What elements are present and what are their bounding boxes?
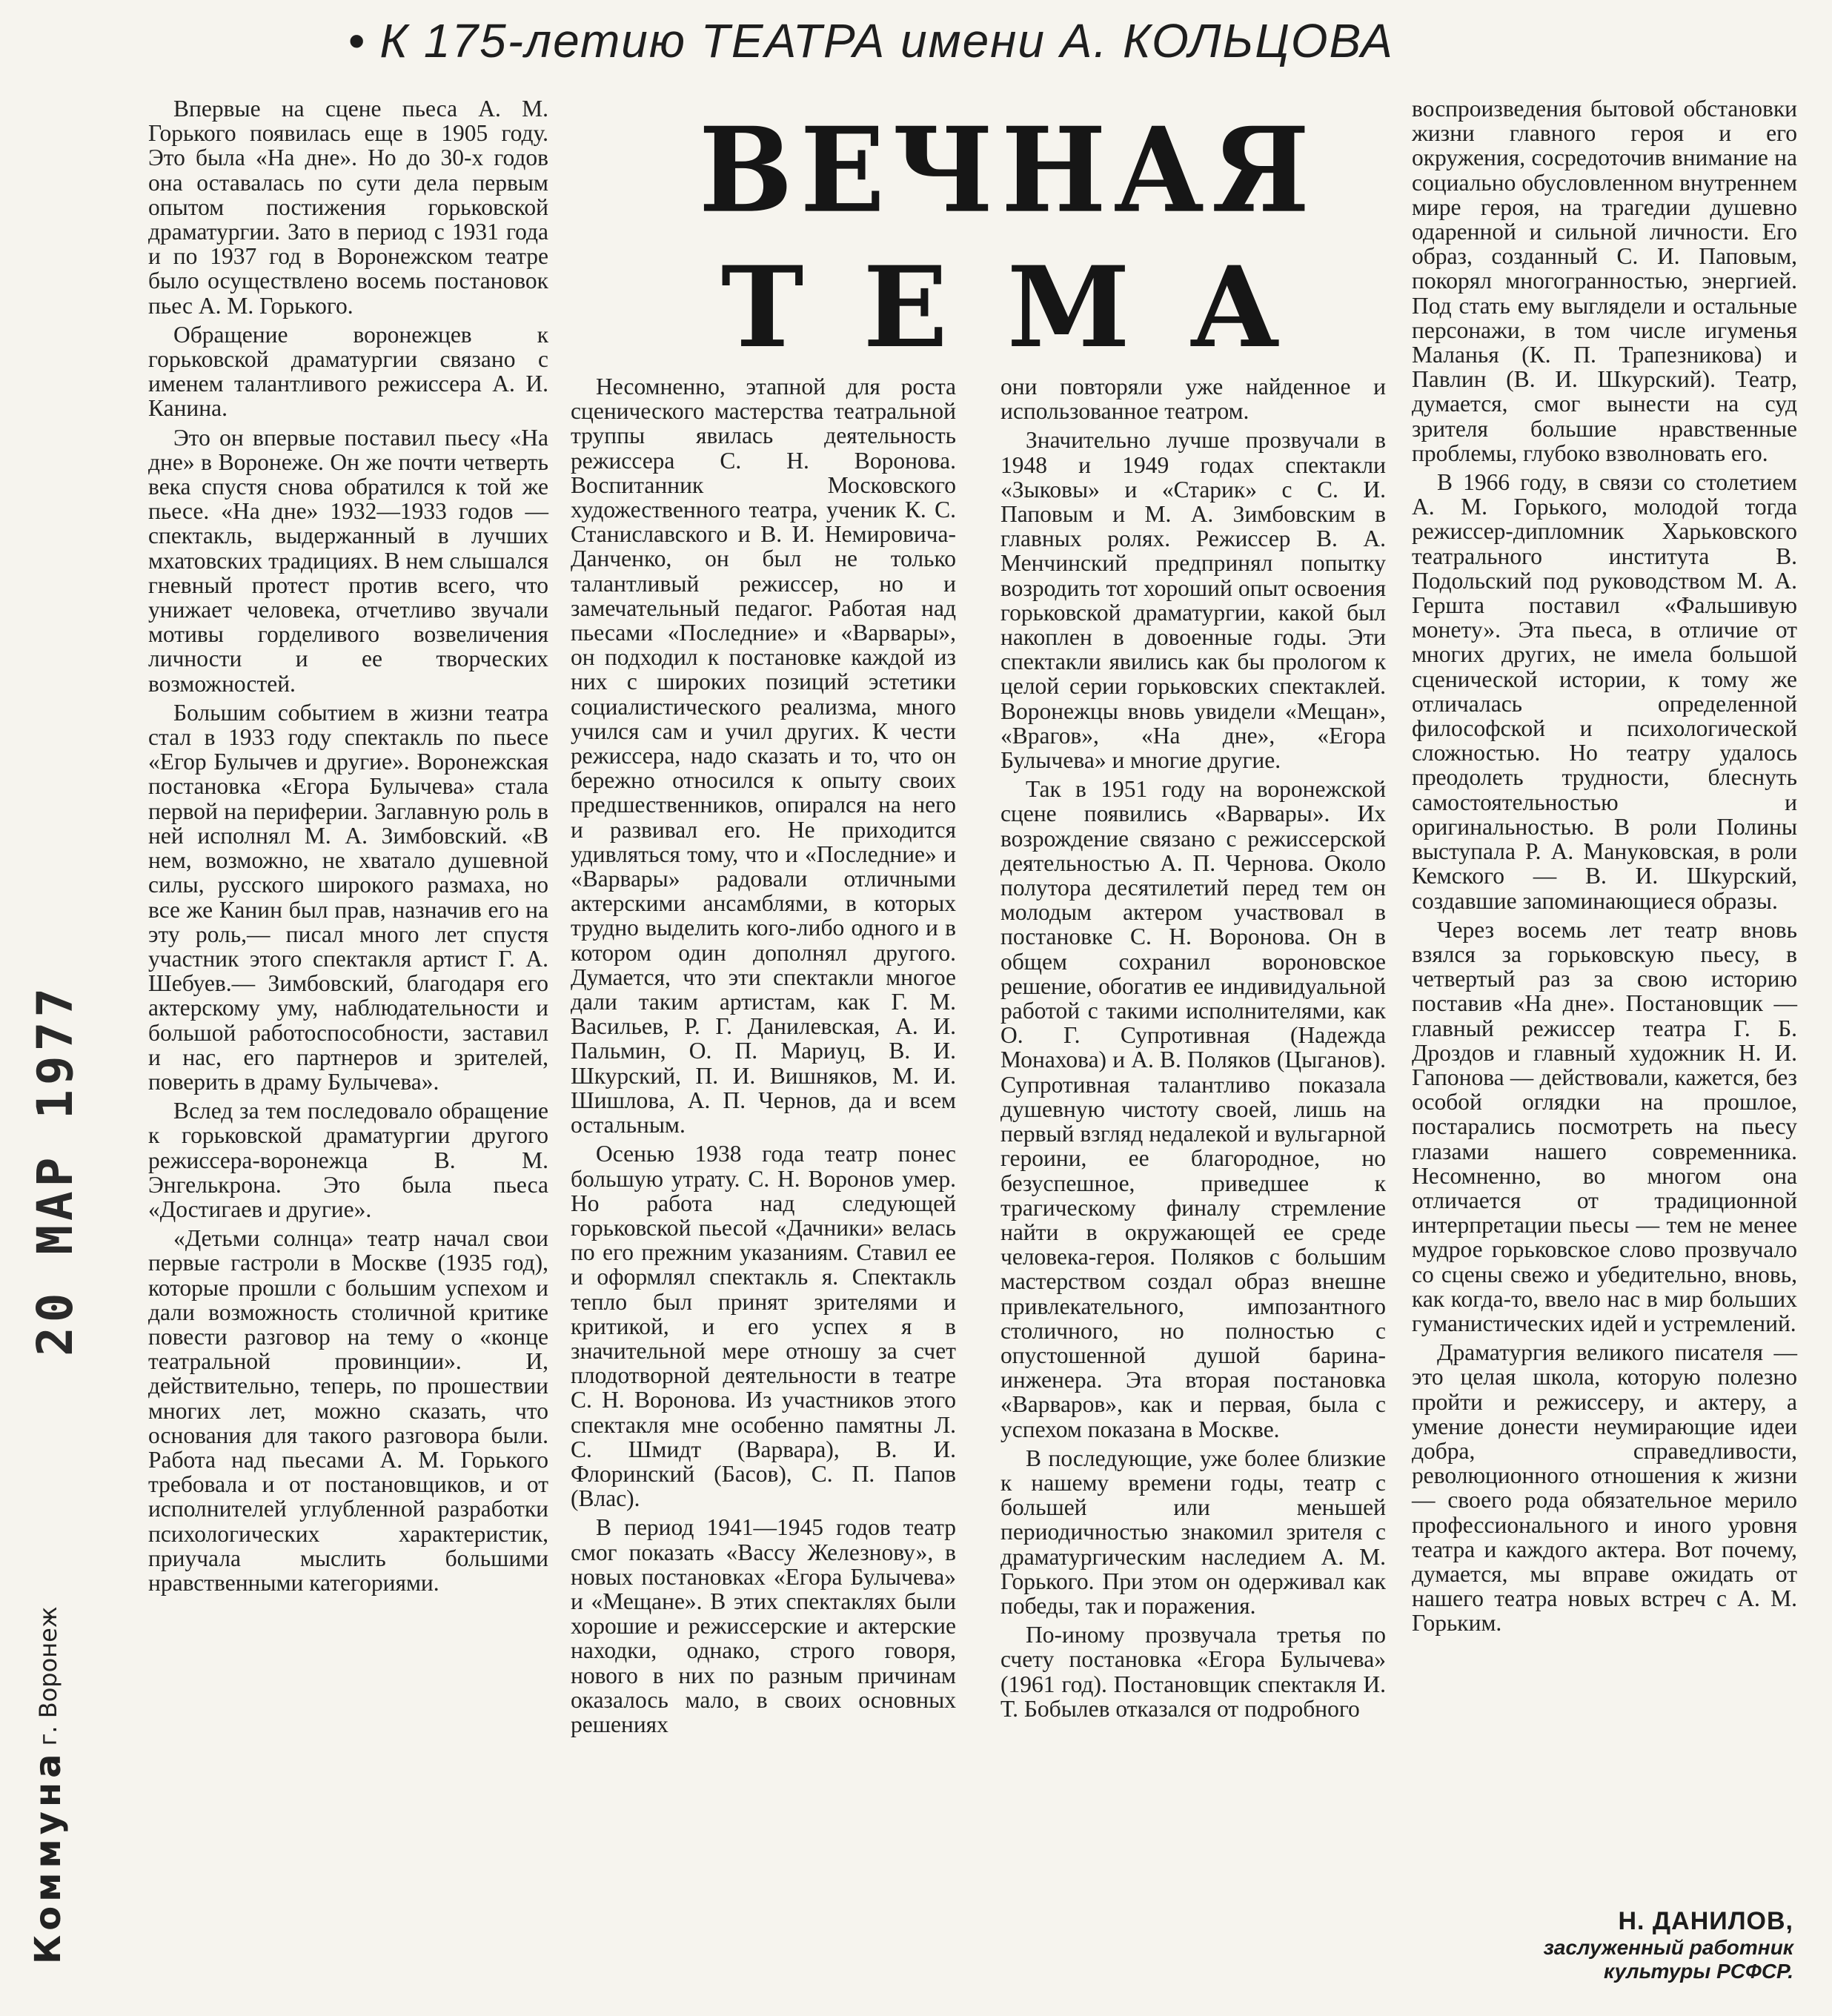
newspaper-name: Коммуна [27,1749,69,1964]
paragraph: В период 1941—1945 годов театр смог показать «Вассу Железнову», в новых постановках «Егора Булычева» и «Мещане». В этих спектаклях были хорошие и режиссерские и актерские находки, однако, строго говоря, нового в них по разным причинам оказалось мало, в своих основных решениях [571,1514,956,1737]
paragraph: Драматургия великого писателя — это целая школа, которую полезно пройти и режиссеру, и актеру, а умение донести неумирающие идеи добра, справедливости, революционного отношения к жизни — своего рода обязательное мерило профессионального и иного уровня театра и каждого актера. Вот почему, думается, мы вправе ожидать от нашего театра новых встреч с А. М. Горьким. [1412,1339,1797,1637]
article-column-4 [1412,96,1797,1640]
headline-line-2: ТЕМА [720,242,1340,373]
paragraph: Осенью 1938 года театр понес большую утрату. С. Н. Воронов умер. Но работа над следующей горьковской пьесой «Дачники» велась по его прежним указаниям. Ставил ее и оформлял спектакль я. Спектакль тепло был принят зрителями и критикой, и его успех я в значительной мере отношу за счет плодотворной деятельности в театре С. Н. Воронова. Из участников этого спектакля мне особенно памятны Л. С. Шмидт (Варвара), В. И. Флоринский (Басов), С. П. Папов (Влас). [571,1141,956,1512]
author-name: Н. ДАНИЛОВ, [1618,1907,1793,1935]
paragraph: «Детьми солнца» театр начал свои первые гастроли в Москве (1935 год), которые прошли с большим успехом и дали возможность столичной критике повести разговор на тему о «конце театральной провинции». И, действительно, теперь, по прошествии многих лет, можно сказать, что основания для такого разговора были. Работа над пьесами А. М. Горького требовала и от постановщиков, и от исполнителей углубленной разработки психологических характеристик, приучала мыслить большими нравственными категориями. [148,1225,548,1596]
paragraph: Так в 1951 году на воронежской сцене появились «Варвары». Их возрождение связано с режиссерской деятельностью А. П. Чернова. Около полутора десятилетий перед тем он молодым актером участвовал в постановке С. Н. Воронова. Он в общем сохранил вороновское решение, обогатив ее индивидуальной работой с такими исполнителями, как О. Г. Супротивная (Надежда Монахова) и А. В. Поляков (Цыганов). Супротивная талантливо показала душевную чистоту своей, лишь на первый взгляд недалекой и вульгарной героини, ее благородное, но безуспешное, приведшее к трагическому финалу стремление найти в окружающей ее среде человека-героя. Поляков с большим мастерством создал образ внешне привлекательного, импозантного столичного, но полностью с опустошенной душой барина-инженера. Эта вторая постановка «Варваров», как и первая, была с успехом показана в Москве. [1000,776,1386,1442]
paragraph: По-иному прозвучала третья по счету постановка «Егора Булычева» (1961 год). Постановщик спектакля И. Т. Бобылев отказался от подробного [1000,1622,1386,1722]
paragraph: Несомненно, этапной для роста сценического мастерства театральной труппы явилась деятельность режиссера С. Н. Воронова. Воспитанник Московского художественного театра, ученик К. С. Станиславского и В. И. Немировича-Данченко, он был не только талантливый режиссер, но и замечательный педагог. Работая над пьесами «Последние» и «Варвары», он подходил к постановке каждой из них с широких позиций эстетики социалистического реализма, много учился сам и учил других. К чести режиссера, надо сказать и то, что он бережно относился к опыту своих предшественников, опирался на него и развивал его. Не приходится удивляться тому, что и «Последние» и «Варвары» радовали отличными актерскими ансамблями, в которых трудно выделить кого-либо одного и в котором один дополнял другого. Думается, что эти спектакли многое дали таким артистам, как Г. М. Васильев, Р. Г. Данилевская, А. И. Пальмин, О. П. Мариуц, В. И. Шкурский, П. И. Вишняков, М. И. Шишлова, А. П. Чернов, да и всем остальным. [571,374,956,1138]
paragraph: Обращение воронежцев к горьковской драматургии связано с именем талантливого режиссера А. И. Канина. [148,321,548,422]
paragraph: Большим событием в жизни театра стал в 1933 году спектакль по пьесе «Егор Булычев и другие». Воронежская постановка «Егора Булычева» стала первой на периферии. Заглавную роль в ней исполнял М. А. Зимбовский. «В нем, возможно, не хватало душевной силы, русского широкого размаха, но все же Канин был прав, назначив его на эту роль,— писал много лет спустя участник этого спектакля артист Г. А. Шебуев.— Зимбовский, благодаря его актерскому уму, наблюдательности и большой работоспособности, заставил и нас, его партнеров и зрителей, поверить в драму Булычева». [148,699,548,1095]
paragraph: Впервые на сцене пьеса А. М. Горького появилась еще в 1905 году. Это была «На дне». Но до 30-х годов она оставалась по сути дела первым опытом постижения горьковской драматургии. Зато в период с 1931 года и по 1937 год в Воронежском театре было осуществлено восемь постановок пьес А. М. Горького. [148,96,548,319]
paragraph: они повторяли уже найденное и использованное театром. [1000,374,1386,425]
paragraph: Это он впервые поставил пьесу «На дне» в Воронеже. Он же почти четверть века спустя снова обратился к той же пьесе. «На дне» 1932—1933 годов — спектакль, выдержанный в лучших мхатовских традициях. В нем слышался гневный протест против всего, что унижает человека, отчетливо звучали мотивы горделивого возвеличения личности и ее творческих возможностей. [148,424,548,697]
newspaper-source-stamp [22,1549,133,1964]
date-stamp: 20 МАР 1977 [27,983,84,1356]
header-text: К 175-летию ТЕАТРА имени А. КОЛЬЦОВА [379,14,1394,67]
paragraph: В последующие, уже более близкие к нашему времени годы, театр с большей или меньшей периодичностью знакомил зрителя с драматургическим наследием А. М. Горького. При этом он одерживал как победы, так и поражения. [1000,1445,1386,1619]
paragraph: Вслед за тем последовало обращение к горьковской драматургии другого режиссера-воронежца В. М. Энгелькрона. Это была пьеса «Достигаев и другие». [148,1098,548,1222]
author-title-line-1: заслуженный работник [1543,1936,1793,1959]
newspaper-city: г. Воронеж [34,1606,62,1746]
section-header [348,13,1682,95]
paragraph: Через восемь лет театр вновь взялся за горьковскую пьесу, в четвертый раз за свою историю поставив «На дне». Постановщик — главный режиссер театра Г. Б. Дроздов и главный художник Н. И. Гапонова — действовали, кажется, без особой оглядки на прошлое, постарались посмотреть на пьесу глазами нашего современника. Несомненно, во многом она отличается от традиционной интерпретации пьесы — тем не менее мудрое горьковское слово прозвучало со сцены свежо и убедительно, вновь, как когда-то, ввело нас в мир больших гуманистических идей и устремлений. [1412,916,1797,1336]
article-headline [630,104,1386,385]
headline-line-1: ВЕЧНАЯ [698,102,1318,239]
article-column-2 [571,374,956,1741]
paragraph: В 1966 году, в связи со столетием А. М. Горького, молодой тогда режиссер-дипломник Харьковского театрального института В. Подольский под руководством М. А. Гершта поставил «Фальшивую монету». Эта пьеса, в отличие от многих других, не имела большой сценической истории, к тому же отличалась определенной философской и психологической сложностью. Но театру удалось преодолеть трудности, блеснуть самостоятельностью и оригинальностью. В роли Полины выступала Р. А. Мануковская, в роли Кемского — В. И. Шкурский, создавшие запоминающиеся образы. [1412,469,1797,914]
paragraph: воспроизведения бытовой обстановки жизни главного героя и его окружения, сосредоточив внимание на социально обусловленном внутреннем мире героя, на трагедии душевно одаренной и сильной личности. Его образ, созданный С. И. Паповым, покорял многогранностью, энергией. Под стать ему выглядели и остальные персонажи, в том числе игуменья Маланья (К. П. Трапезникова) и Павлин (В. И. Шкурский). Театр, думается, смог вынести на суд зрителя большие нравственные проблемы, глубоко взволновать его. [1412,96,1797,466]
author-signature [1467,1906,1793,1983]
author-title-line-2: культуры РСФСР. [1604,1960,1793,1983]
paragraph: Значительно лучше прозвучали в 1948 и 1949 годах спектакли «Зыковы» и «Старик» с С. И. Паповым и М. А. Зимбовским в главных ролях. Режиссер В. А. Менчинский предпринял попытку возродить тот хороший опыт освоения горьковской драматургии, какой был накоплен в довоенные годы. Эти спектакли явились как бы прологом к целой серии горьковских спектаклей. Воронежцы вновь увидели «Мещан», «Врагов», «На дне», «Егора Булычева» и многие другие. [1000,427,1386,774]
article-column-3 [1000,374,1386,1725]
article-column-1 [148,96,548,1599]
bullet-icon: • [348,14,367,67]
